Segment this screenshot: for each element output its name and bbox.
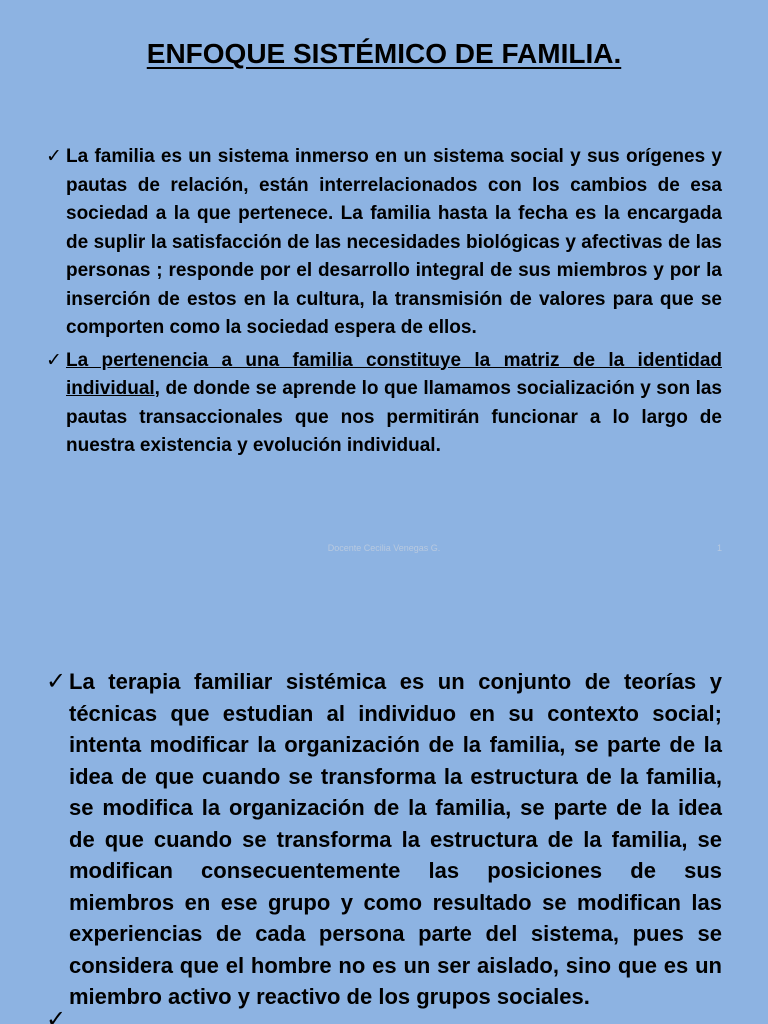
bullet-text: de donde se aprende lo que llamamos socialización y son las pautas transaccionales que nos permitirán funcionar a lo largo de nuestra existencia y evolución individual. <box>66 378 722 456</box>
bullet-item <box>46 143 722 343</box>
bullet-text: La terapia familiar sistémica es un conjunto de teorías y técnicas que estudian al individuo en su contexto social; intenta modificar la organización de la familia, se parte de la idea de que cuando se transforma la estructura de la familia, se modifica la organización de la familia, se parte de la idea de que cuando se transforma la estructura de la familia, se modifican consecuentemente las posiciones de sus miembros en ese grupo y como resultado se modifican las experiencias de cada persona parte del sistema, pues se considera que el hombre no es un ser aislado, sino que es un miembro activo y reactivo de los grupos sociales. <box>69 669 722 1009</box>
bullet-text: La familia es un sistema inmerso en un sistema social y sus orígenes y pautas de relación, están interrelacionados con los cambios de esa sociedad a la que pertenece. La familia hasta la fecha es la encargada de suplir la satisfacción de las necesidades biológicas y afectivas de las personas ; responde por el desarrollo integral de sus miembros y por la inserción de estos en la cultura, la transmisión de valores para que se comporten como la sociedad espera de ellos. <box>66 146 722 338</box>
checkmark-icon: ✓ <box>46 668 67 695</box>
slide-title: ENFOQUE SISTÉMICO DE FAMILIA. <box>146 38 622 69</box>
bullet-item <box>46 666 722 1013</box>
bullet-underlined-text: La pertenencia a una familia constituye la matriz de la identidad individual, <box>66 349 722 399</box>
checkmark-icon: ✓ <box>46 349 62 371</box>
slide-2 <box>0 576 768 1024</box>
bullet-item <box>46 347 722 461</box>
slide-footer: Docente Cecilia Venegas G. <box>327 543 441 553</box>
bullet-list <box>46 143 722 465</box>
page-number: 1 <box>716 543 722 553</box>
checkmark-icon: ✓ <box>46 146 62 167</box>
checkmark-icon: ✓ <box>46 1006 67 1024</box>
bullet-list <box>46 666 722 1013</box>
